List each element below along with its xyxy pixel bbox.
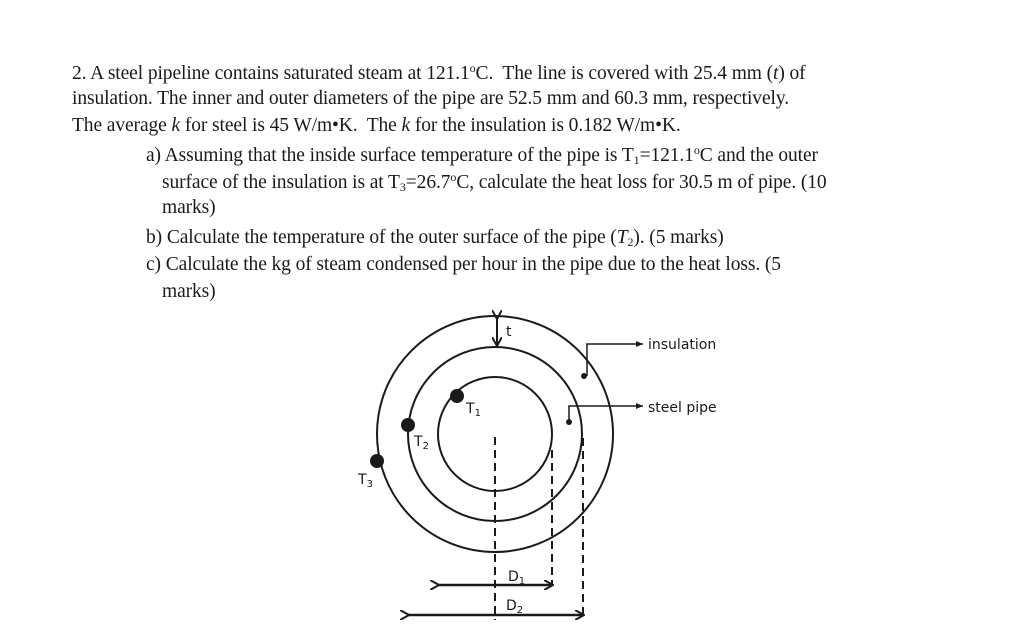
part-a-line-3: marks) [162, 197, 216, 218]
part-a-label: a) [146, 145, 161, 166]
t3-label: $T_3$ [358, 472, 373, 490]
part-b-label: b) [146, 227, 163, 248]
part-b-line-1: b) Calculate the temperature of the outer surface of the pipe $(T_2)$. (5 marks) [146, 227, 724, 249]
problem-line-2: insulation. The inner and outer diameters of the pipe are 52.5 mm and 60.3 mm, respectively. [72, 88, 789, 109]
part-a-line-1: a) Assuming that the inside surface temperature of the pipe is $T_1=121.1^oC$ and the outer [146, 143, 818, 167]
problem-line-3: The average k for steel is 45 W/m•K. The k for the insulation is 0.182 W/m•K. [72, 115, 681, 136]
t3-point [370, 454, 384, 468]
part-c-label: c) [146, 254, 161, 275]
problem-line-1: 2. A steel pipeline contains saturated steam at 121.1$^o$C. The line is covered with 25.4 mm (t) of [72, 61, 806, 84]
part-a-line-2: surface of the insulation is at $T_3=26.7^oC$, calculate the heat loss for 30.5 m of pipe. (10 [162, 170, 827, 194]
part-c-text: Calculate the kg of steam condensed per hour in the pipe due to the heat loss. (5 [165, 254, 781, 275]
problem-number: 2. [72, 63, 87, 84]
t2-label: $T_2$ [414, 434, 429, 452]
thickness-label: t [506, 324, 512, 340]
d1-label: $D_1$ [508, 569, 526, 587]
part-c-line-2: marks) [162, 281, 216, 302]
insulation-label: insulation [648, 337, 717, 353]
t2-point [401, 418, 415, 432]
insulation-leader-dot [581, 373, 587, 379]
d2-label: $D_2$ [506, 598, 524, 616]
t1-point [450, 389, 464, 403]
t1-label: $T_1$ [466, 401, 481, 419]
steel-pipe-label: steel pipe [648, 400, 717, 416]
